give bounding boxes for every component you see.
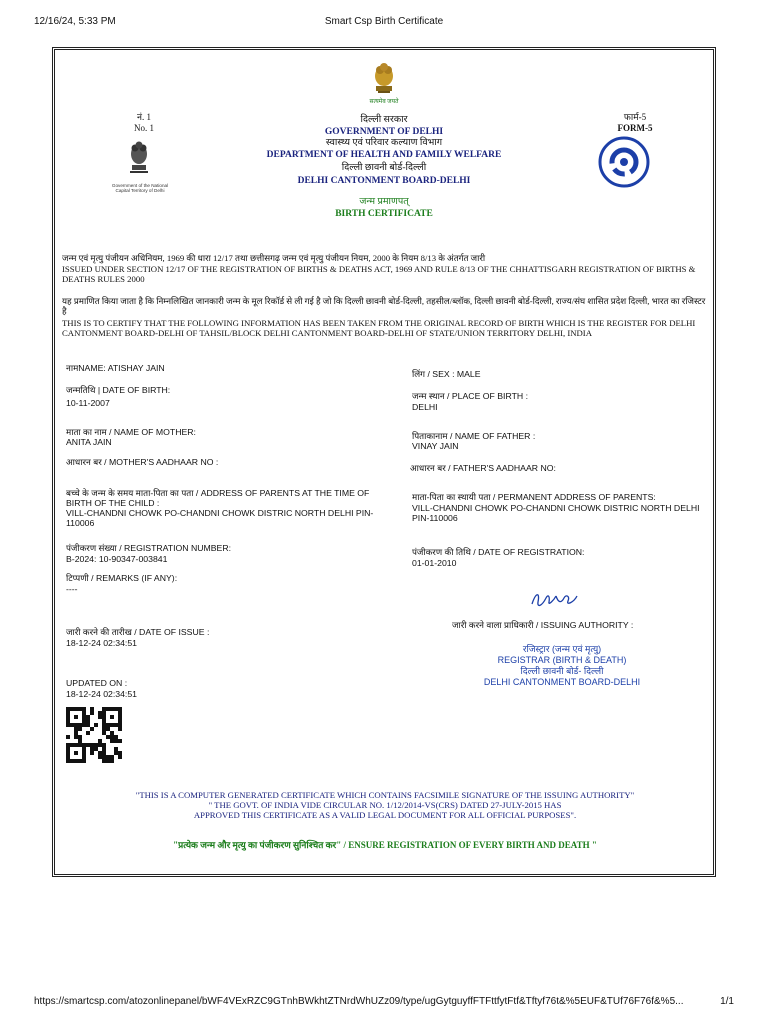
intro-line2-en: THIS IS TO CERTIFY THAT THE FOLLOWING INFORMATION HAS BEEN TAKEN FROM THE ORIGINAL RECORD OF BIRTH WHICH IS THE REGISTER FOR DELHI CANTONMENT BOARD-DELHI OF TAHSIL/BLOCK DELHI CANTONMENT BOARD-DELHI OF STATE/UNION TERRITORY DELHI, INDIA bbox=[62, 318, 696, 338]
registration-date-label: पंजीकरण की तिथि / DATE OF REGISTRATION: bbox=[412, 547, 585, 557]
pob-label: जन्म स्थान / PLACE OF BIRTH : bbox=[412, 391, 528, 401]
note-line2: " THE GOVT. OF INDIA VIDE CIRCULAR NO. 1/12/2014-VS(CRS) DATED 27-JULY-2015 HAS bbox=[208, 800, 562, 810]
signature-icon bbox=[528, 588, 580, 612]
intro-line1-hindi: जन्म एवं मृत्यु पंजीयन अधिनियम, 1969 की धारा 12/17 तथा छत्तीसगढ़ जन्म एवं मृत्यु पंजीयन नियम, 2000 के नियम 8/13 के अंतर्गत जारी bbox=[62, 253, 486, 263]
remarks-label: टिप्पणी / REMARKS (IF ANY): bbox=[66, 573, 178, 583]
delhi-govt-caption: Government of the National Capital Territory of Delhi bbox=[111, 183, 169, 193]
delhi-govt-emblem-icon bbox=[126, 140, 152, 180]
mother-value: ANITA JAIN bbox=[66, 437, 112, 447]
dob-label: जन्मतिथि | DATE OF BIRTH: bbox=[66, 385, 171, 395]
print-url: https://smartcsp.com/atozonlinepanel/bWF4VExRZC9GTnhBWkhtZTNrdWhUZz09/type/ugGytguyffFTFttfytFtf&Tftyf76t&%5EUF&TUf76F76f&%5... bbox=[34, 996, 684, 1007]
slogan: "प्रत्येक जन्म और मृत्यु का पंजीकरण सुनिश्चित कर" / ENSURE REGISTRATION OF EVERY BIRTH AND DEATH " bbox=[173, 840, 597, 850]
address-birth-label: बच्चे के जन्म के समय माता-पिता का पता / ADDRESS OF PARENTS AT THE TIME OF BIRTH OF THE CHILD : bbox=[66, 488, 370, 508]
pob-value: DELHI bbox=[412, 402, 438, 412]
board-hindi: दिल्ली छावनी बोर्ड-दिल्ली bbox=[341, 163, 427, 173]
sex: लिंग / SEX : MALE bbox=[412, 369, 481, 379]
cert-hindi: जन्म प्रमाणपत् bbox=[359, 197, 409, 207]
issue-date-value: 18-12-24 02:34:51 bbox=[66, 638, 138, 648]
cert-title: BIRTH CERTIFICATE bbox=[335, 209, 433, 219]
mother-label: माता का नाम / NAME OF MOTHER: bbox=[66, 427, 196, 437]
print-datetime: 12/16/24, 5:33 PM bbox=[34, 16, 116, 27]
registration-date-value: 01-01-2010 bbox=[412, 558, 457, 568]
stamp-line3: दिल्ली छावनी बोर्ड- दिल्ली bbox=[520, 666, 604, 676]
address-perm-label: माता-पिता का स्थायी पता / PERMANENT ADDRESS OF PARENTS: bbox=[412, 492, 656, 502]
stamp-line4: DELHI CANTONMENT BOARD-DELHI bbox=[483, 677, 641, 687]
qr-code[interactable] bbox=[66, 707, 122, 763]
issue-date-label: जारी करने की तारीख / DATE OF ISSUE : bbox=[66, 627, 210, 637]
child-name: नामNAME: ATISHAY JAIN bbox=[66, 363, 165, 373]
dept-hindi: स्वास्थ्य एवं परिवार कल्याण विभाग bbox=[325, 138, 443, 148]
national-emblem-icon bbox=[368, 60, 400, 96]
stamp-line1: रजिस्ट्रार (जन्म एवं मृत्यु) bbox=[522, 644, 602, 654]
computer-generated-note bbox=[60, 790, 710, 820]
address-perm-value: VILL-CHANDNI CHOWK PO-CHANDNI CHOWK DISTRIC NORTH DELHI PIN-110006 bbox=[412, 503, 700, 523]
print-header bbox=[34, 16, 734, 30]
print-page-count: 1/1 bbox=[720, 996, 734, 1007]
remarks-value: ---- bbox=[66, 584, 78, 594]
emblem-motto: सत्यमेव जयते bbox=[369, 99, 399, 105]
number-hindi: नं. 1 bbox=[137, 112, 151, 122]
print-page-title: Smart Csp Birth Certificate bbox=[324, 16, 444, 27]
intro-line1-en: ISSUED UNDER SECTION 12/17 OF THE REGISTRATION OF BIRTHS & DEATHS ACT, 1969 AND RULE 8/13 OF THE CHHATTISGARH REGISTRATION OF BIRTHS & DEATHS RULES 2000 bbox=[62, 264, 696, 284]
form-hindi: फार्म-5 bbox=[623, 112, 647, 122]
number-en: No. 1 bbox=[134, 123, 154, 133]
issuing-authority-label: जारी करने वाला प्राधिकारी / ISSUING AUTHORITY : bbox=[452, 620, 634, 630]
mother-aadhaar-label: आधारन बर / MOTHER'S AADHAAR NO : bbox=[66, 457, 219, 467]
intro-line2-hindi: यह प्रमाणित किया जाता है कि निम्नलिखित जानकारी जन्म के मूल रिकॉर्ड से ली गई है जो कि दिल्ली छावनी बोर्ड-दिल्ली, तहसील/ब्लॉक, दिल्ली छावनी बोर्ड-दिल्ली, राज्य/संघ शासित प्रदेश दिल्ली, भारत का रजिस्टर है bbox=[62, 296, 706, 316]
gov-en: GOVERNMENT OF DELHI bbox=[324, 127, 444, 137]
father-label: पिताकानाम / NAME OF FATHER : bbox=[412, 431, 536, 441]
updated-value: 18-12-24 02:34:51 bbox=[66, 689, 138, 699]
crs-logo-icon bbox=[598, 136, 650, 188]
registration-number-value: B-2024: 10-90347-003841 bbox=[66, 554, 168, 564]
note-line3: APPROVED THIS CERTIFICATE AS A VALID LEGAL DOCUMENT FOR ALL OFFICIAL PURPOSES". bbox=[193, 810, 577, 820]
note-line1: "THIS IS A COMPUTER GENERATED CERTIFICATE WHICH CONTAINS FACSIMILE SIGNATURE OF THE ISSUING AUTHORITY" bbox=[135, 790, 635, 800]
dept-en: DEPARTMENT OF HEALTH AND FAMILY WELFARE bbox=[266, 150, 502, 160]
address-birth-value: VILL-CHANDNI CHOWK PO-CHANDNI CHOWK DISTRIC NORTH DELHI PIN-110006 bbox=[66, 508, 374, 528]
board-en: DELHI CANTONMENT BOARD-DELHI bbox=[297, 176, 471, 186]
print-footer bbox=[34, 996, 734, 1010]
father-aadhaar-label: आधारन बर / FATHER'S AADHAAR NO: bbox=[410, 463, 556, 473]
father-value: VINAY JAIN bbox=[412, 441, 459, 451]
dob-value: 10-11-2007 bbox=[66, 398, 110, 408]
gov-hindi: दिल्ली सरकार bbox=[360, 115, 408, 125]
form-en: FORM-5 bbox=[617, 123, 653, 133]
stamp-line2: REGISTRAR (BIRTH & DEATH) bbox=[497, 655, 627, 665]
updated-label: UPDATED ON : bbox=[66, 678, 128, 688]
registration-number-label: पंजीकरण संख्या / REGISTRATION NUMBER: bbox=[66, 543, 232, 553]
registrar-stamp bbox=[452, 644, 672, 688]
